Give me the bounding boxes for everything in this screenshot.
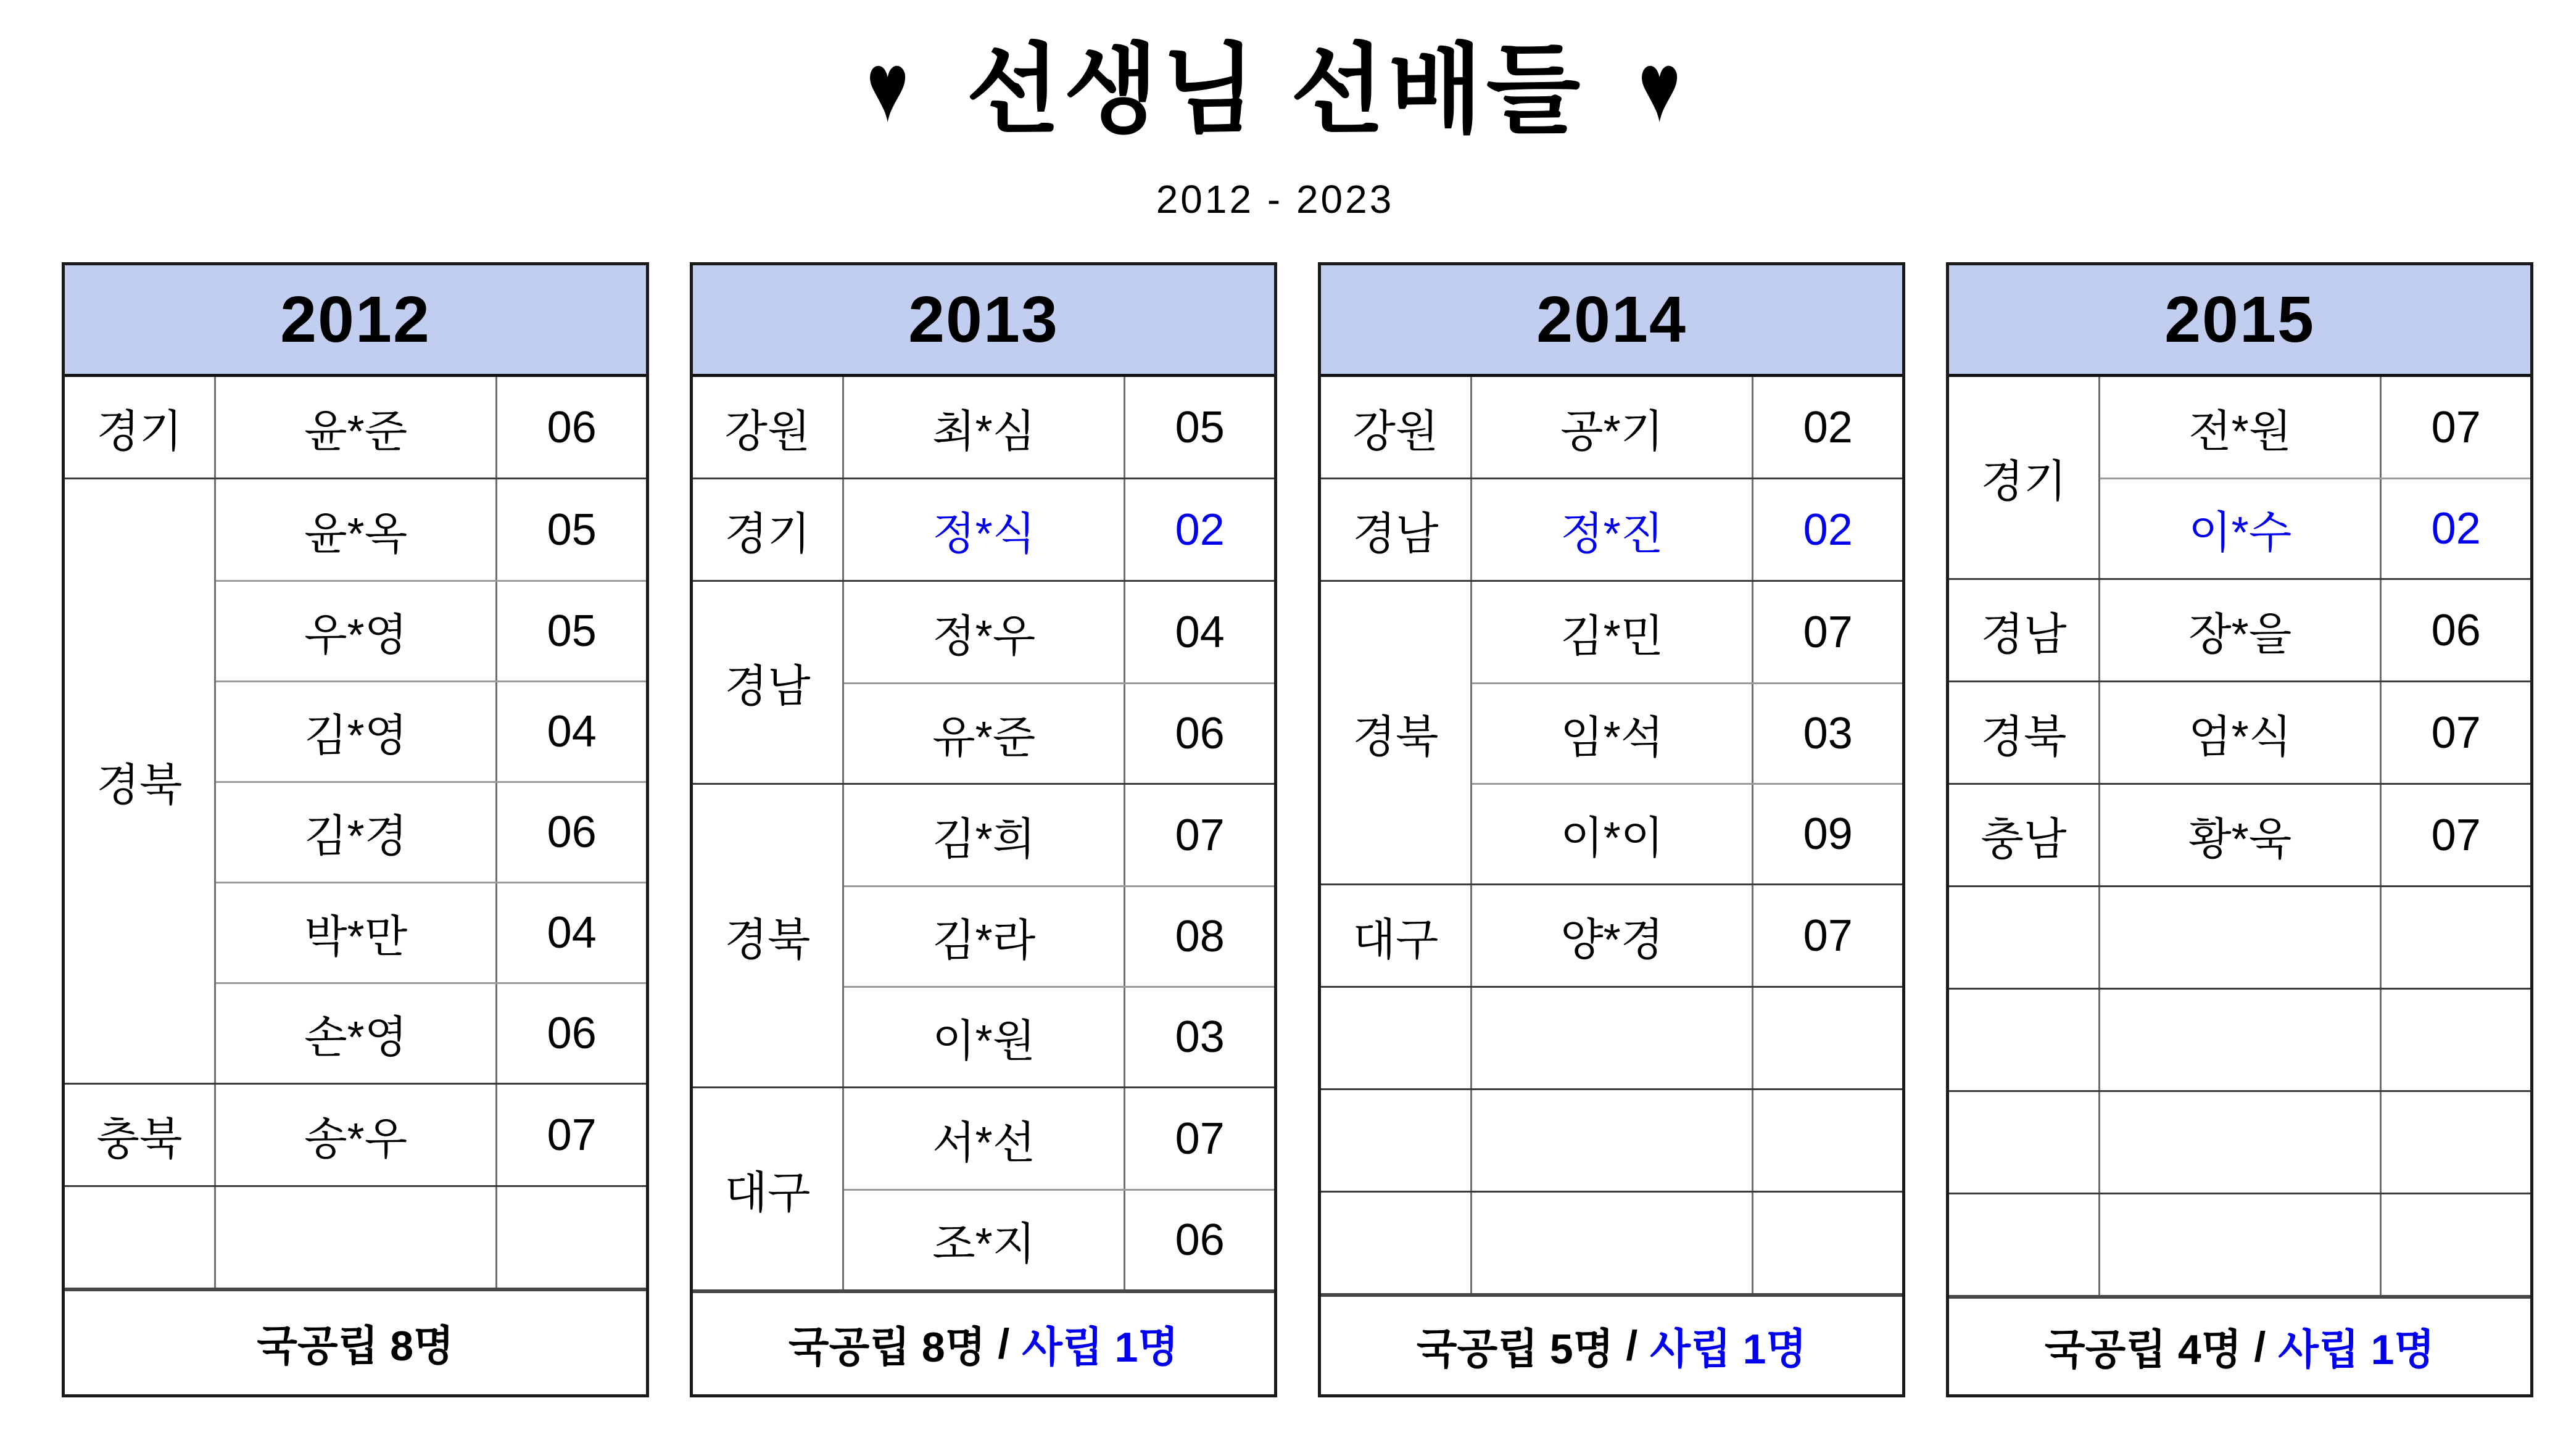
table-row (844, 1189, 1274, 1289)
table-row (844, 682, 1274, 783)
table-row (1472, 783, 1902, 883)
region-cell: 경북 (693, 785, 844, 1086)
region-group-empty (65, 1185, 646, 1288)
num-cell: 07 (2431, 810, 2481, 860)
num-cell: 07 (2431, 708, 2481, 758)
region-group-강원 (1321, 377, 1902, 478)
region-group-empty (1321, 1088, 1902, 1191)
region-group-경북 (65, 478, 646, 1083)
table-row (216, 580, 646, 680)
region-group-경남 (1321, 478, 1902, 580)
region-group-경북 (693, 783, 1274, 1086)
table-body (65, 377, 646, 1288)
group-rows (844, 582, 1274, 783)
table-row (1472, 1193, 1902, 1293)
name-cell: 최*심 (844, 377, 1126, 478)
group-rows (1472, 582, 1902, 883)
year-table-2015 (1946, 262, 2533, 1397)
region-cell: 경기 (693, 479, 844, 580)
group-rows (844, 377, 1274, 478)
num-cell: 02 (1175, 505, 1225, 555)
num-cell (2382, 1092, 2530, 1193)
region-cell (1949, 1194, 2100, 1295)
group-rows (216, 1187, 646, 1288)
num-cell: 07 (2431, 402, 2481, 452)
name-cell: 조*지 (844, 1191, 1126, 1289)
group-rows (216, 377, 646, 478)
region-cell (1949, 990, 2100, 1090)
num-cell: 06 (1175, 1215, 1225, 1265)
footer-public-count: 국공립 5명 (1416, 1325, 1614, 1373)
name-cell: 김*라 (844, 887, 1126, 986)
subtitle-year-range: 2012 - 2023 (1156, 177, 1394, 221)
region-cell: 강원 (693, 377, 844, 478)
year-footer (1321, 1293, 1902, 1394)
num-cell: 02 (1803, 402, 1853, 452)
name-cell (1472, 988, 1754, 1088)
region-cell: 강원 (1321, 377, 1472, 478)
name-cell (2100, 990, 2382, 1090)
year-table-2013 (690, 262, 1277, 1397)
table-row (1472, 1090, 1902, 1191)
name-cell: 정*진 (1472, 479, 1754, 580)
num-cell: 07 (547, 1110, 597, 1160)
group-rows (1472, 988, 1902, 1088)
table-row (844, 582, 1274, 682)
table-row (2100, 990, 2530, 1090)
table-body (693, 377, 1274, 1289)
name-cell (1472, 1090, 1754, 1191)
table-row (1472, 582, 1902, 682)
region-group-empty (1949, 1193, 2530, 1295)
group-rows (2100, 377, 2530, 578)
year-header: 2014 (1321, 265, 1902, 377)
region-group-empty (1949, 988, 2530, 1090)
table-row (1472, 885, 1902, 986)
name-cell (1472, 1193, 1754, 1293)
num-cell (2382, 1194, 2530, 1295)
num-cell: 05 (1175, 402, 1225, 452)
name-cell: 공*기 (1472, 377, 1754, 478)
region-cell: 경북 (1949, 682, 2100, 783)
num-cell: 04 (547, 908, 597, 958)
region-cell: 경기 (65, 377, 216, 478)
region-group-경기 (65, 377, 646, 478)
table-row (216, 882, 646, 982)
table-row (2100, 580, 2530, 680)
region-cell: 경남 (1949, 580, 2100, 680)
name-cell: 정*식 (844, 479, 1126, 580)
region-cell (1321, 1193, 1472, 1293)
footer-separator: / (998, 1320, 1010, 1367)
year-footer (1949, 1295, 2530, 1394)
name-cell: 이*원 (844, 988, 1126, 1086)
group-rows (2100, 580, 2530, 680)
num-cell: 06 (547, 402, 597, 452)
group-rows (844, 1088, 1274, 1289)
group-rows (2100, 1092, 2530, 1193)
num-cell (1753, 988, 1902, 1088)
name-cell (216, 1187, 498, 1288)
region-cell: 대구 (1321, 885, 1472, 986)
num-cell: 06 (547, 808, 597, 857)
table-row (2100, 377, 2530, 478)
num-cell: 04 (1175, 607, 1225, 657)
num-cell: 07 (1803, 607, 1853, 657)
num-cell: 06 (1175, 709, 1225, 758)
num-cell: 07 (1175, 1114, 1225, 1164)
footer-public-count: 국공립 4명 (2044, 1326, 2242, 1373)
name-cell: 황*욱 (2100, 785, 2382, 885)
footer-private-count: 사립 1명 (1650, 1325, 1807, 1373)
name-cell: 이*이 (1472, 785, 1754, 883)
region-group-empty (1949, 885, 2530, 988)
table-row (216, 982, 646, 1083)
region-cell: 경남 (1321, 479, 1472, 580)
region-group-충남 (1949, 783, 2530, 885)
table-row (216, 1085, 646, 1185)
table-row (216, 479, 646, 580)
table-row (844, 377, 1274, 478)
name-cell: 유*준 (844, 684, 1126, 783)
table-row (216, 781, 646, 882)
table-row (1472, 988, 1902, 1088)
region-cell (1321, 1090, 1472, 1191)
table-row (2100, 478, 2530, 578)
name-cell (2100, 887, 2382, 988)
footer-public-count: 국공립 8명 (257, 1323, 454, 1370)
region-group-충북 (65, 1083, 646, 1185)
table-row (844, 986, 1274, 1086)
num-cell: 02 (1803, 505, 1853, 555)
group-rows (216, 1085, 646, 1185)
num-cell (1753, 1193, 1902, 1293)
group-rows (2100, 887, 2530, 988)
region-cell: 충남 (1949, 785, 2100, 885)
table-body (1321, 377, 1902, 1293)
group-rows (2100, 682, 2530, 783)
group-rows (1472, 1090, 1902, 1191)
name-cell: 이*수 (2100, 479, 2382, 578)
name-cell: 박*만 (216, 883, 498, 982)
group-rows (1472, 885, 1902, 986)
name-cell: 윤*옥 (216, 479, 498, 580)
region-group-대구 (1321, 883, 1902, 986)
table-row (844, 1088, 1274, 1189)
name-cell: 윤*준 (216, 377, 498, 478)
group-rows (2100, 990, 2530, 1090)
region-cell: 경북 (65, 479, 216, 1083)
table-row (216, 377, 646, 478)
region-cell: 충북 (65, 1085, 216, 1185)
region-group-강원 (693, 377, 1274, 478)
table-row (216, 680, 646, 781)
name-cell: 송*우 (216, 1085, 498, 1185)
table-row (1472, 479, 1902, 580)
num-cell: 07 (1175, 810, 1225, 860)
name-cell: 임*석 (1472, 684, 1754, 783)
table-row (2100, 887, 2530, 988)
footer-private-count: 사립 1명 (1022, 1323, 1179, 1371)
table-row (844, 785, 1274, 885)
num-cell: 06 (547, 1009, 597, 1058)
year-table-2012 (62, 262, 649, 1397)
region-group-empty (1949, 1090, 2530, 1193)
footer-separator: / (1626, 1322, 1638, 1369)
table-row (2100, 1194, 2530, 1295)
year-footer (65, 1288, 646, 1394)
name-cell: 김*영 (216, 682, 498, 781)
num-cell: 04 (547, 707, 597, 756)
table-row (2100, 1092, 2530, 1193)
footer-private-count: 사립 1명 (2278, 1326, 2435, 1373)
name-cell: 손*영 (216, 984, 498, 1083)
num-cell (1753, 1090, 1902, 1191)
group-rows (1472, 479, 1902, 580)
region-cell (65, 1187, 216, 1288)
table-row (844, 479, 1274, 580)
name-cell: 정*우 (844, 582, 1126, 682)
num-cell: 05 (547, 505, 597, 555)
heart-icon: ♥ (866, 32, 912, 143)
group-rows (1472, 377, 1902, 478)
title-text: 선생님 선배들 (966, 36, 1584, 144)
footer-separator: / (2254, 1323, 2266, 1370)
region-group-경북 (1949, 680, 2530, 783)
name-cell: 엄*식 (2100, 682, 2382, 783)
region-group-대구 (693, 1086, 1274, 1289)
region-cell: 경기 (1949, 377, 2100, 578)
year-header: 2012 (65, 265, 646, 377)
group-rows (1472, 1193, 1902, 1293)
table-row (2100, 785, 2530, 885)
num-cell (497, 1187, 645, 1288)
num-cell (2382, 990, 2530, 1090)
region-cell (1321, 988, 1472, 1088)
year-tables-container (62, 262, 2533, 1397)
region-cell: 경북 (1321, 582, 1472, 883)
region-group-empty (1321, 1191, 1902, 1293)
footer-public-count: 국공립 8명 (788, 1323, 986, 1371)
region-group-empty (1321, 986, 1902, 1088)
year-footer (693, 1289, 1274, 1394)
name-cell: 서*선 (844, 1088, 1126, 1189)
table-row (1472, 682, 1902, 783)
num-cell: 07 (1803, 911, 1853, 961)
table-row (2100, 682, 2530, 783)
name-cell: 김*경 (216, 783, 498, 882)
group-rows (844, 785, 1274, 1086)
name-cell: 전*원 (2100, 377, 2382, 478)
region-cell: 경남 (693, 582, 844, 783)
name-cell (2100, 1092, 2382, 1193)
group-rows (2100, 1194, 2530, 1295)
name-cell: 우*영 (216, 582, 498, 680)
num-cell: 09 (1803, 809, 1853, 859)
year-header: 2015 (1949, 265, 2530, 377)
table-row (216, 1187, 646, 1288)
region-group-경기 (693, 478, 1274, 580)
group-rows (216, 479, 646, 1083)
num-cell: 05 (547, 606, 597, 656)
num-cell: 06 (2431, 605, 2481, 655)
year-header: 2013 (693, 265, 1274, 377)
region-group-경북 (1321, 580, 1902, 883)
name-cell: 김*민 (1472, 582, 1754, 682)
region-cell (1949, 887, 2100, 988)
table-body (1949, 377, 2530, 1295)
region-cell (1949, 1092, 2100, 1193)
name-cell: 장*을 (2100, 580, 2382, 680)
region-group-경기 (1949, 377, 2530, 578)
heart-icon: ♥ (1638, 32, 1684, 143)
num-cell: 03 (1803, 709, 1853, 758)
table-row (844, 885, 1274, 986)
group-rows (2100, 785, 2530, 885)
region-group-경남 (693, 580, 1274, 783)
region-cell: 대구 (693, 1088, 844, 1289)
region-group-경남 (1949, 578, 2530, 680)
name-cell (2100, 1194, 2382, 1295)
name-cell: 김*희 (844, 785, 1126, 885)
name-cell: 양*경 (1472, 885, 1754, 986)
num-cell (2382, 887, 2530, 988)
table-row (1472, 377, 1902, 478)
page-title (0, 32, 2550, 144)
num-cell: 02 (2431, 504, 2481, 553)
group-rows (844, 479, 1274, 580)
num-cell: 03 (1175, 1012, 1225, 1062)
year-table-2014 (1318, 262, 1905, 1397)
num-cell: 08 (1175, 912, 1225, 961)
